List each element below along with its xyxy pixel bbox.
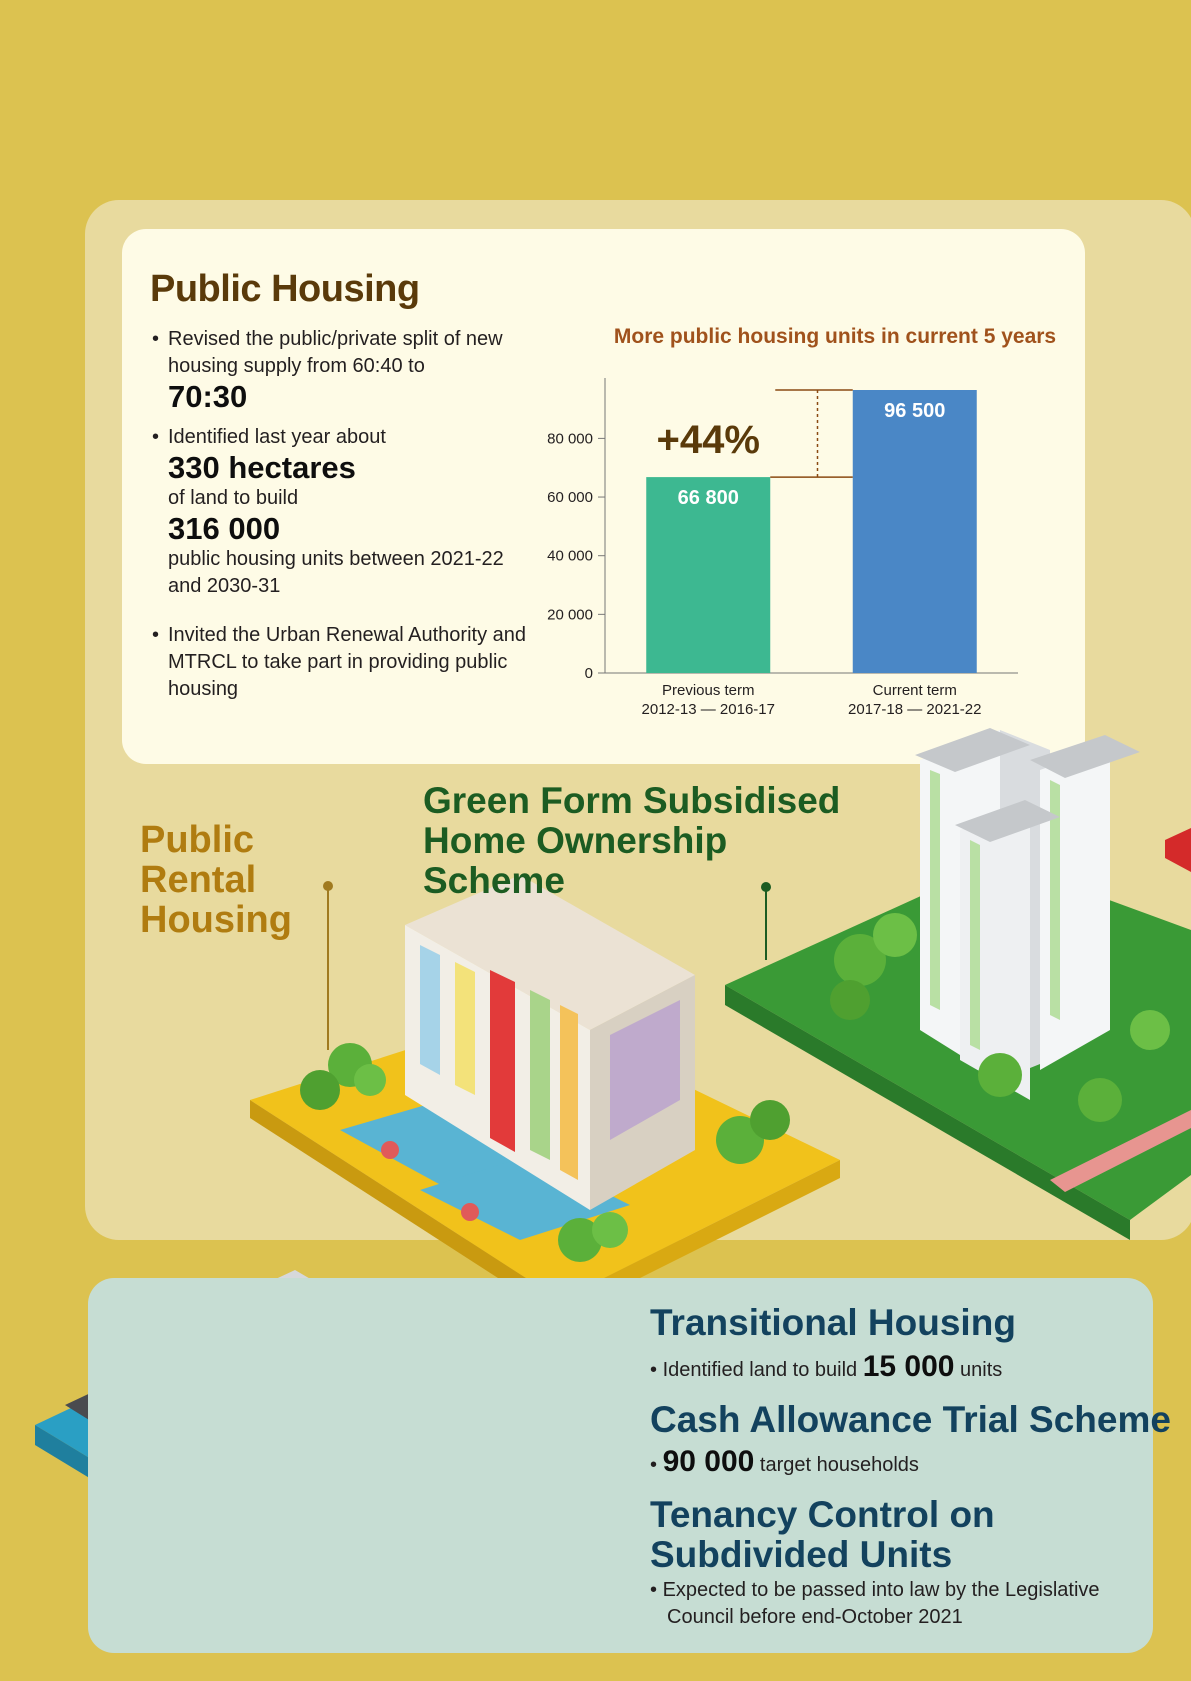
transitional-housing-title: Transitional Housing — [650, 1302, 1016, 1343]
change-annotation: +44% — [656, 418, 760, 463]
units-value: 316 000 — [168, 511, 281, 546]
transitional-text-b: units — [960, 1359, 1003, 1381]
y-tick-label: 0 — [584, 665, 593, 682]
public-rental-housing-label: Public Rental Housing — [140, 819, 292, 941]
tenancy-control-title: Tenancy Control on Subdivided Units — [650, 1494, 995, 1575]
green-form-label: Green Form Subsidised Home Ownership Scheme — [423, 780, 841, 901]
y-tick-label: 20 000 — [547, 606, 593, 624]
public-housing-title: Public Housing — [150, 268, 420, 310]
chart-title: More public housing units in current 5 years — [613, 325, 1057, 348]
y-tick-label: 80 000 — [547, 430, 593, 448]
split-value: 70:30 — [168, 379, 248, 414]
tenancy-text: Expected to be passed into law by the Legislative Council before end-October 2021 — [662, 1579, 1100, 1628]
transitional-housing-text: • Identified land to build 15 000 units — [650, 1350, 1003, 1383]
x-tick-label: Previous term — [661, 682, 755, 699]
bullet-land-text-b: of land to build — [168, 487, 299, 509]
x-tick-label: 2012-13 — 2016-17 — [641, 701, 775, 718]
cash-text: target households — [759, 1454, 919, 1476]
public-rental-housing-illustration — [250, 875, 840, 1318]
bullet-land-text-c: public housing units between 2021-22 and 2030-31 — [168, 548, 504, 597]
cash-allowance-title: Cash Allowance Trial Scheme — [650, 1399, 1171, 1440]
data-label-2: 96 500 — [884, 400, 946, 422]
bullet-land-text-a: Identified last year about — [168, 426, 386, 448]
bullet-split-text: Revised the public/private split of new housing supply from 60:40 to — [168, 328, 503, 377]
x-tick-label: Current term — [872, 682, 957, 699]
y-tick-label: 60 000 — [547, 489, 593, 507]
y-tick-label: 40 000 — [547, 547, 593, 565]
data-label-1: 66 800 — [677, 487, 739, 510]
transitional-value: 15 000 — [862, 1350, 955, 1383]
tenancy-control-text: • Expected to be passed into law by the Legislative Council before end-October 2021 — [650, 1579, 1100, 1628]
bullet-ura-text: Invited the Urban Renewal Authority and MTRCL to take part in providing public housing — [168, 624, 526, 700]
x-tick-label: 2017-18 — 2021-22 — [848, 701, 982, 718]
hectares-value: 330 hectares — [168, 450, 356, 485]
cash-allowance-text: • 90 000 target households — [650, 1445, 919, 1478]
cash-value: 90 000 — [662, 1445, 755, 1478]
transitional-text-a: Identified land to build — [662, 1359, 858, 1381]
